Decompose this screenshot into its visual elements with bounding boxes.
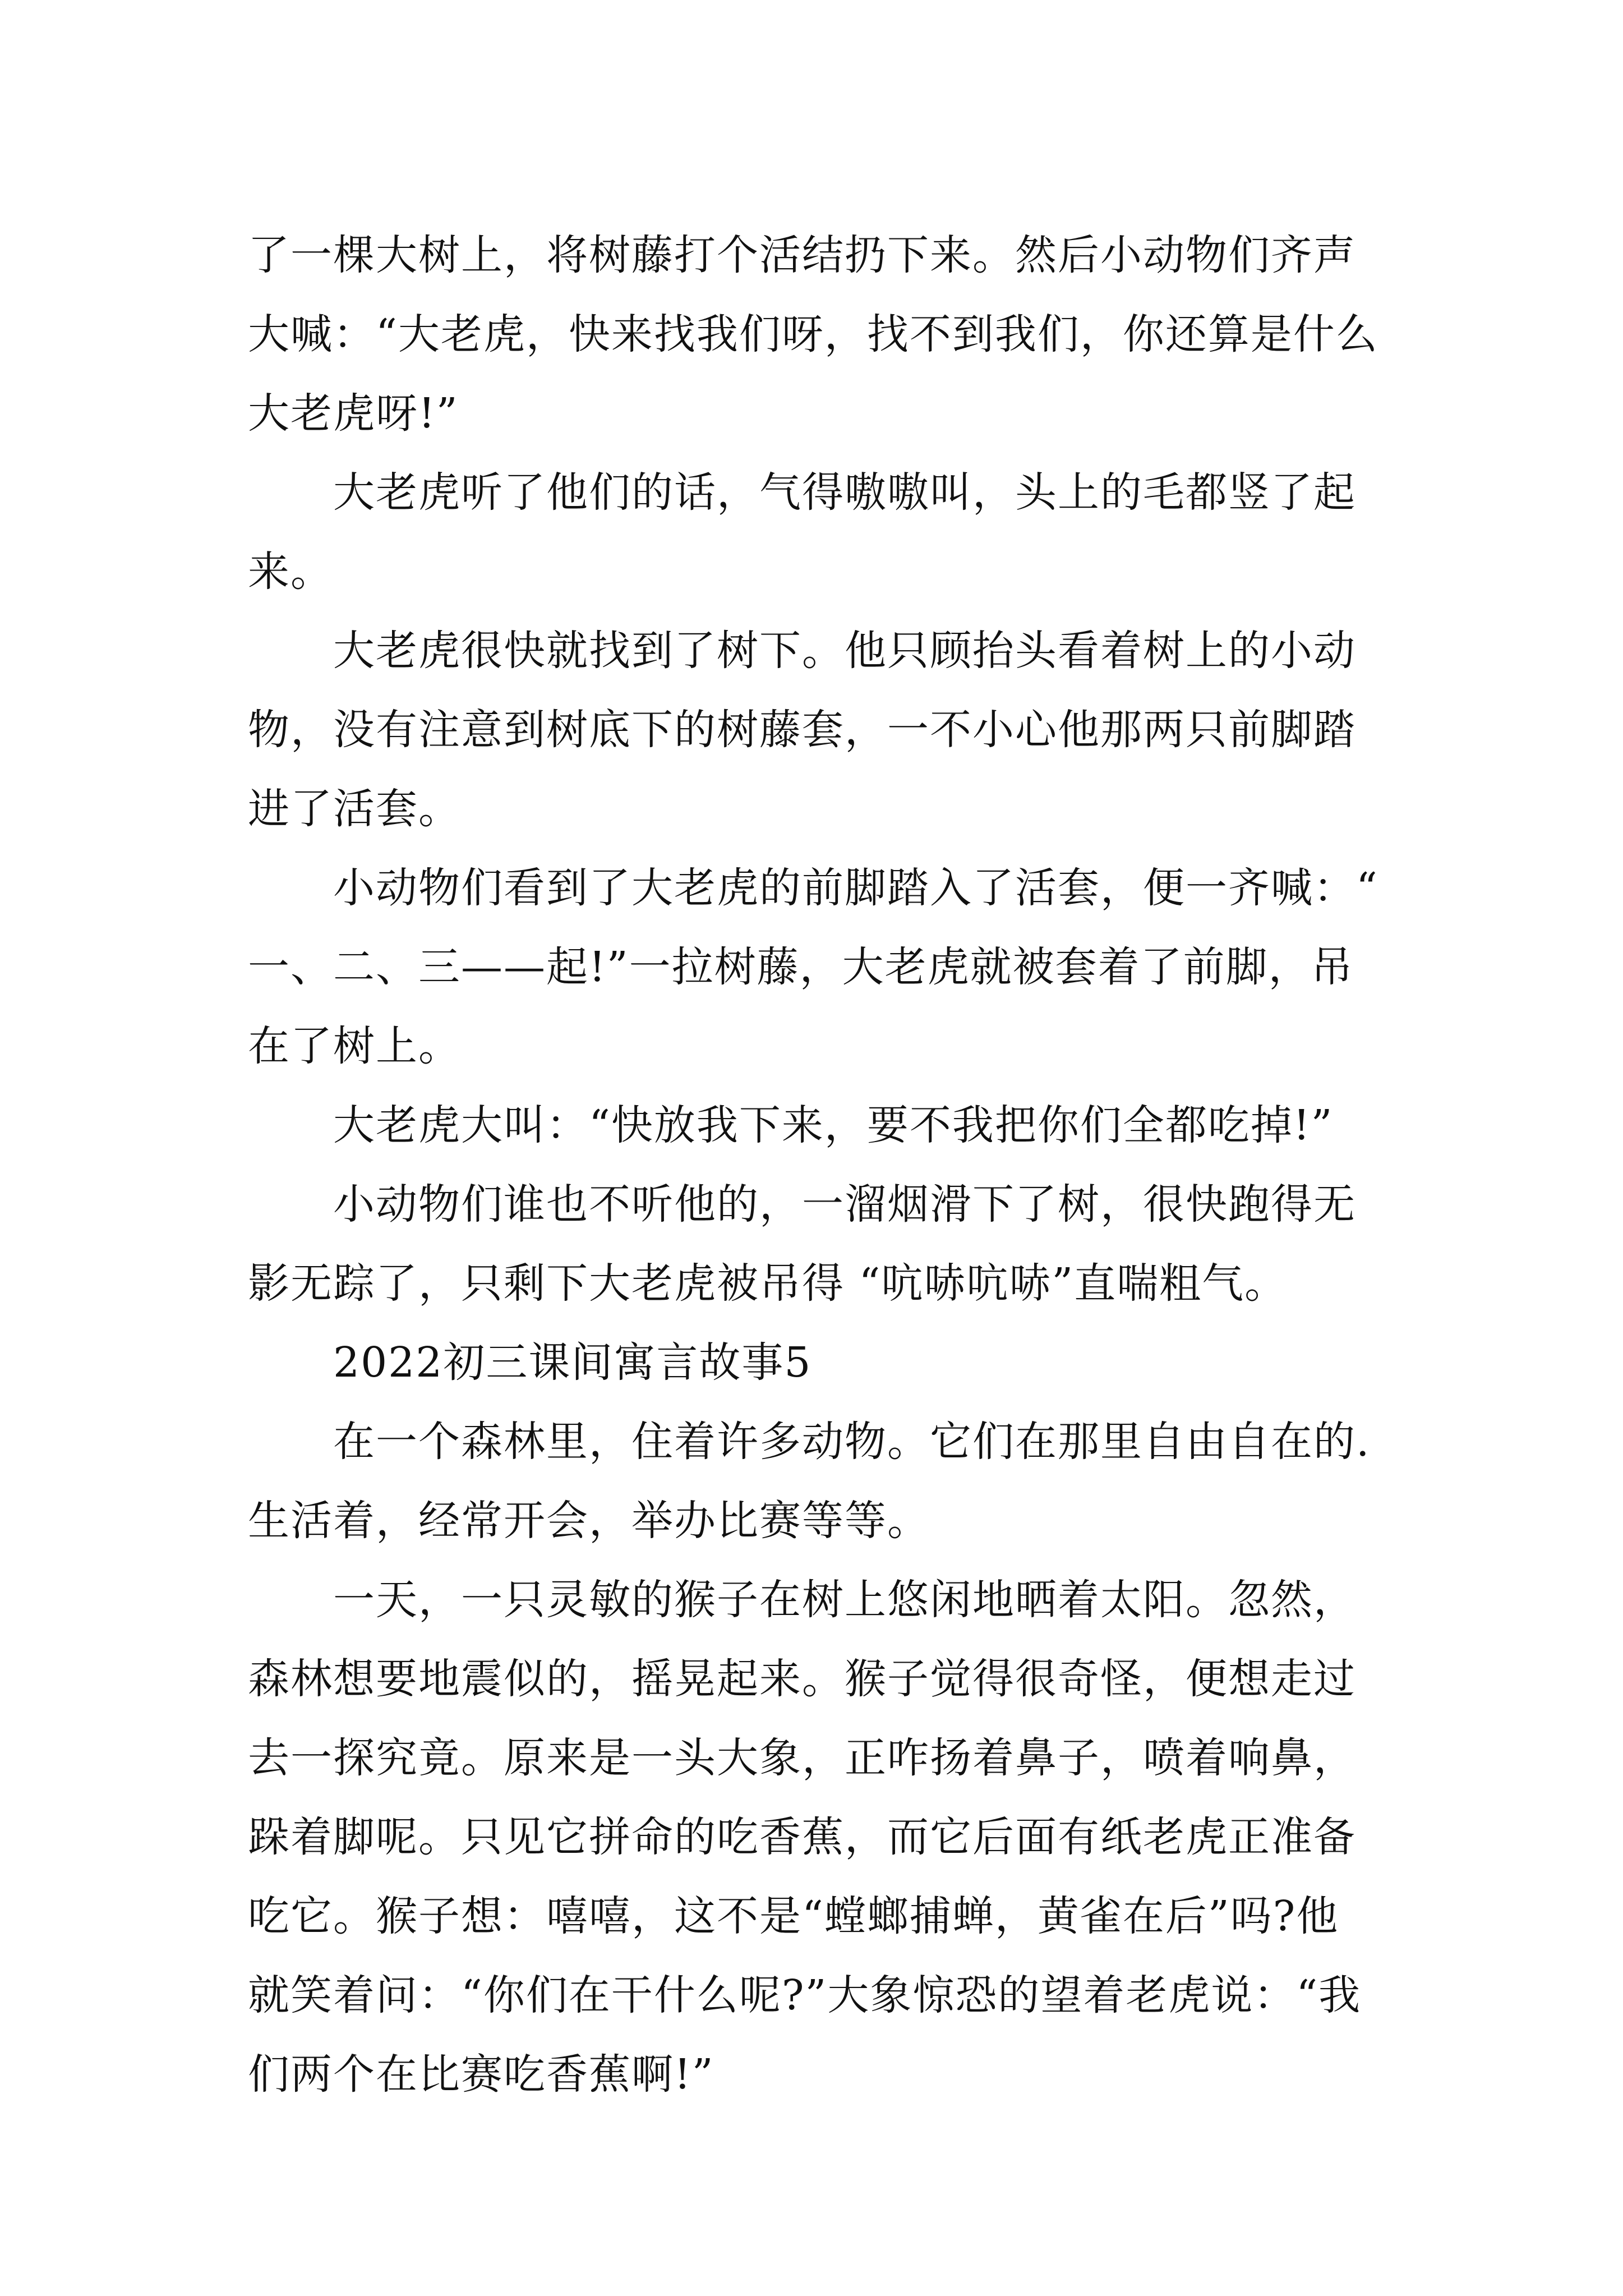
paragraph: 了一棵大树上，将树藤打个活结扔下来。然后小动物们齐声大喊：“大老虎，快来找我们呀，找不到我们，你还算是什么大老虎呀!” [248, 231, 1378, 438]
paragraph: 大老虎大叫：“快放我下来，要不我把你们全都吃掉!” [333, 1101, 1334, 1149]
paragraph: 大老虎听了他们的话，气得嗷嗷叫，头上的毛都竖了起来。 [248, 468, 1356, 596]
paragraph: 小动物们谁也不听他的，一溜烟滑下了树，很快跑得无影无踪了，只剩下大老虎被吊得 “吭哧吭哧”直喘粗气。 [248, 1180, 1356, 1308]
section-heading: 2022初三课间寓言故事5 [333, 1338, 812, 1387]
paragraph: 小动物们看到了大老虎的前脚踏入了活套，便一齐喊：“一、二、三——起!”一拉树藤，大老虎就被套着了前脚，吊在了树上。 [248, 864, 1378, 1070]
paragraph: 在一个森林里，住着许多动物。它们在那里自由自在的.生活着，经常开会，举办比赛等等。 [248, 1418, 1371, 1545]
document-body [248, 216, 1381, 2114]
paragraph: 一天，一只灵敏的猴子在树上悠闲地晒着太阳。忽然，森林想要地震似的，摇晃起来。猴子觉得很奇怪，便想走过去一探究竟。原来是一头大象，正咋扬着鼻子，喷着响鼻，跺着脚呢。只见它拼命的吃香蕉，而它后面有纸老虎正准备吃它。猴子想：嘻嘻，这不是“螳螂捕蝉，黄雀在后”吗?他就笑着问：“你们在干什么呢?”大象惊恐的望着老虎说：“我们两个在比赛吃香蕉啊!” [248, 1576, 1362, 2099]
paragraph: 大老虎很快就找到了树下。他只顾抬头看着树上的小动物，没有注意到树底下的树藤套，一不小心他那两只前脚踏进了活套。 [248, 627, 1356, 833]
